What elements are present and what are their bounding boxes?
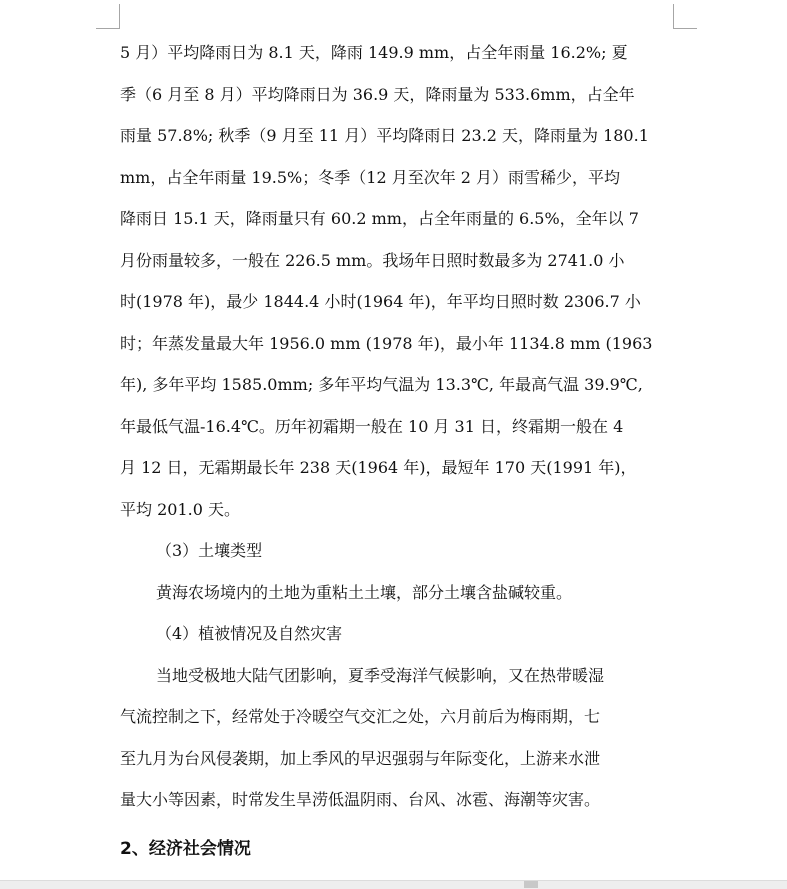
crop-mark-top-right: [673, 4, 674, 28]
soil-text: 黄海农场境内的土地为重粘土土壤，部分土壤含盐碱较重。: [156, 582, 573, 602]
scrollbar-thumb[interactable]: [524, 881, 538, 888]
text-line: 当地受极地大陆气团影响，夏季受海洋气候影响，又在热带暖湿: [156, 665, 605, 685]
text-line: 季（6 月至 8 月）平均降雨日为 36.9 天，降雨量为 533.6mm，占全年: [120, 84, 635, 104]
text-line: 年最低气温-16.4℃。历年初霜期一般在 10 月 31 日，终霜期一般在 4: [120, 416, 624, 436]
text-line: 5 月）平均降雨日为 8.1 天，降雨 149.9 mm，占全年雨量 16.2%; 夏: [120, 43, 628, 62]
text-line: 平均 201.0 天。: [120, 499, 240, 519]
document-body: [120, 32, 673, 871]
text-line: 月 12 日，无霜期最长年 238 天(1964 年)，最短年 170 天(1991 年)，: [120, 458, 637, 477]
text-line: 时；年蒸发量最大年 1956.0 mm (1978 年)，最小年 1134.8 mm (1963: [120, 333, 653, 353]
text-line: 雨量 57.8%; 秋季（9 月至 11 月）平均降雨日 23.2 天，降雨量为 180.1: [120, 126, 649, 145]
soil-heading: （3）土壤类型: [156, 541, 263, 560]
text-line: mm，占全年雨量 19.5%；冬季（12 月至次年 2 月）雨雪稀少，平均: [120, 167, 621, 187]
crop-mark-top-right-horizontal: [673, 28, 697, 29]
text-line: 年), 多年平均 1585.0mm; 多年平均气温为 13.3℃, 年最高气温 39.9℃,: [120, 375, 643, 394]
section-heading: 2、经济社会情况: [120, 838, 251, 859]
text-line: 月份雨量较多，一般在 226.5 mm。我场年日照时数最多为 2741.0 小: [120, 250, 625, 270]
text-line: 量大小等因素，时常发生旱涝低温阴雨、台风、冰雹、海潮等灾害。: [120, 790, 601, 809]
crop-mark-top-left-horizontal: [96, 28, 120, 29]
text-line: 时(1978 年)，最少 1844.4 小时(1964 年)，年平均日照时数 2306.7 小: [120, 292, 641, 311]
crop-mark-top-left: [119, 4, 120, 28]
text-line: 至九月为台风侵袭期，加上季风的早迟强弱与年际变化，上游来水泄: [120, 748, 601, 768]
text-line: 降雨日 15.1 天，降雨量只有 60.2 mm，占全年雨量的 6.5%，全年以 7: [120, 209, 639, 228]
text-line: 气流控制之下，经常处于冷暖空气交汇之处，六月前后为梅雨期，七: [120, 707, 601, 726]
climate-paragraph: [120, 32, 673, 530]
vegetation-paragraph: [120, 655, 673, 821]
vegetation-heading: （4）植被情况及自然灾害: [156, 624, 343, 643]
